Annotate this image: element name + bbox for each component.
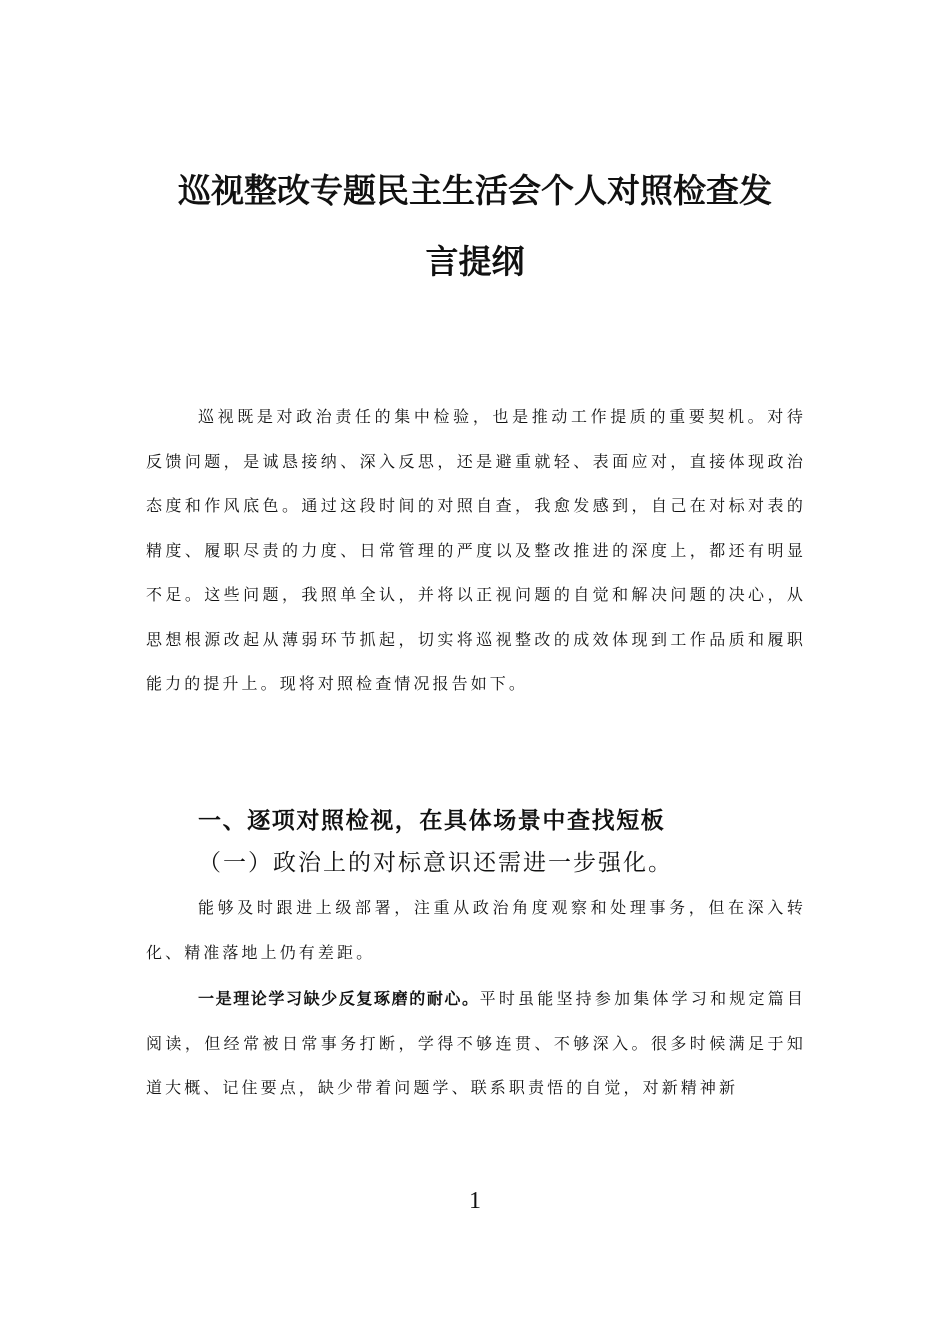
document-title-line-1: 巡视整改专题民主生活会个人对照检查发 [178,171,772,210]
intro-paragraph: 巡视既是对政治责任的集中检验，也是推动工作提质的重要契机。对待反馈问题，是诚恳接纳、深入反思，还是避重就轻、表面应对，直接体现政治态度和作风底色。通过这段时间的对照自查，我愈发感到，自己在对标对表的精度、履职尽责的力度、日常管理的严度以及整改推进的深度上，都还有明显不足。这些问题，我照单全认，并将以正视问题的自觉和解决问题的决心，从思想根源改起从薄弱环节抓起，切实将巡视整改的成效体现到工作品质和履职能力的提升上。现将对照检查情况报告如下。 [146,409,806,693]
point-paragraph [146,977,806,1112]
subsection-heading: （一）政治上的对标意识还需进一步强化。 [198,850,673,876]
subsection-paragraph: 能够及时跟进上级部署，注重从政治角度观察和处理事务，但在深入转化、精准落地上仍有差距。 [146,900,806,962]
document-title-line-2: 言提纲 [425,242,525,281]
point-lead: 一是理论学习缺少反复琢磨的耐心。 [198,989,480,1008]
page-number: 1 [469,1188,481,1214]
section-heading: 一、逐项对照检视，在具体场景中查找短板 [198,808,666,834]
point-text: 平时虽能坚持参加集体学习和规定篇目阅读，但经常被日常事务打断，学得不够连贯、不够深入。很多时候满足于知道大概、记住要点，缺少带着问题学、联系职责悟的自觉，对新精神新 [146,991,806,1097]
